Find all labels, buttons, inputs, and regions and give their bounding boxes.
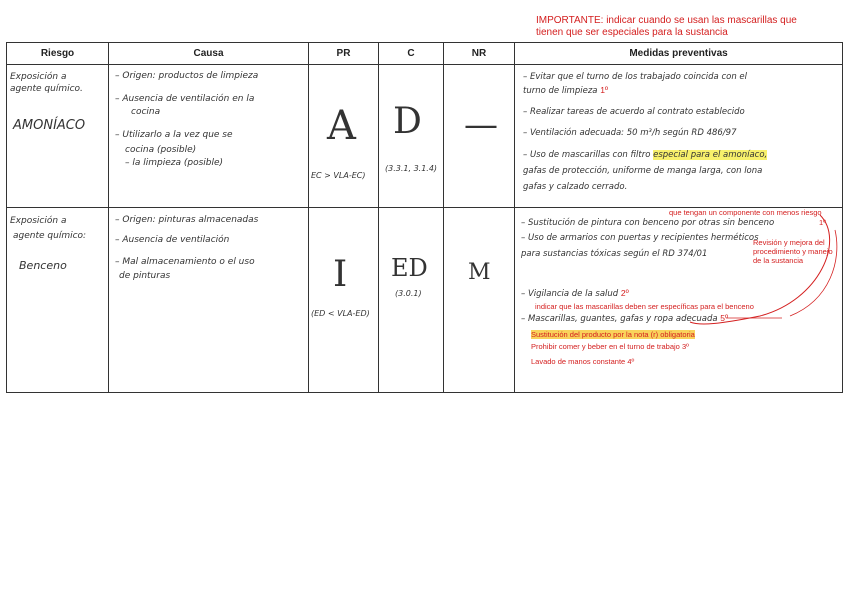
causa-item: cocina (posible) [125,145,197,155]
medidas-cell [515,208,842,392]
c-cell [379,65,443,207]
nr-cell [444,208,514,392]
header-medidas: Medidas preventivas [515,43,843,65]
medida-order: 5º [720,313,729,323]
medida-item: – Evitar que el turno de los trabajado coincida con el [523,72,748,82]
red-note-above: que tengan un componente con menos riesgo [669,208,822,217]
header-riesgo: Riesgo [7,43,109,65]
red-note-prohibir-text: Prohibir comer y beber en el turno de trabajo [531,342,680,351]
c-letter: ED [391,254,428,282]
medida-item: para sustancias tóxicas según el RD 374/01 [521,249,708,259]
pr-letter: I [333,254,348,295]
medida-item [523,84,608,97]
important-note [536,15,797,39]
red-order-3: 3º [681,342,689,351]
red-order-4: 4º [627,357,635,366]
important-note-line1: IMPORTANTE: indicar cuando se usan las mascarillas que [536,15,797,26]
nr-cell [444,65,514,207]
nr-letter: — [464,105,498,145]
red-note-revision: Revisión y mejora del procedimiento y manejo de la sustancia [753,238,833,265]
causa-cell [109,208,308,392]
medida-item: – Sustitución de pintura con benceno por otras sin benceno [521,218,775,228]
riesgo-agent: AMONÍACO [13,118,86,133]
medida-item: – Ventilación adecuada: 50 m³/h según RD 486/97 [523,128,737,138]
medida-item [521,287,629,300]
pr-note: (ED < VLA-ED) [311,309,370,318]
medida-item: – Realizar tareas de acuerdo al contrato establecido [523,107,745,117]
causa-item: – Utilizarlo a la vez que se [115,130,233,140]
c-note: (3.3.1, 3.1.4) [385,164,438,173]
important-note-line2: tienen que ser especiales para la sustancia [536,27,728,38]
medida-order: 2º [620,288,629,298]
causa-item: – Origen: productos de limpieza [115,71,259,81]
red-note-lavado-text: Lavado de manos constante [531,357,626,366]
causa-cell [109,65,308,207]
header-pr: PR [309,43,379,65]
table-row [7,208,843,393]
red-note-sustitucion: Sustitución del producto por la nota (r) obligatoria [531,330,695,339]
red-order-1: 1º [819,218,826,227]
medida-text: turno de limpieza [523,86,598,96]
pr-letter: A [327,103,356,149]
riesgo-line1: Exposición a [10,216,67,226]
riesgo-agent: Benceno [19,259,67,272]
medida-text: – Vigilancia de la salud [521,289,619,299]
header-causa: Causa [109,43,309,65]
medida-text: – Uso de mascarillas con filtro [523,150,651,160]
nr-letter: M [468,260,491,285]
riesgo-line1: Exposición a [10,72,67,82]
causa-item: – la limpieza (posible) [125,158,224,168]
red-note-indicar: indicar que las mascarillas deben ser específicas para el benceno [535,302,754,311]
c-cell [379,208,443,392]
red-note-lavado [531,357,634,366]
header-nr: NR [444,43,515,65]
table-row [7,65,843,208]
medida-item [521,312,728,325]
causa-item: cocina [131,107,161,117]
medida-order: 1º [600,85,609,95]
causa-item: – Ausencia de ventilación [115,235,230,245]
medida-item: gafas y calzado cerrado. [523,182,628,192]
causa-item: – Mal almacenamiento o el uso [115,257,255,267]
header-c: C [379,43,444,65]
causa-item: – Ausencia de ventilación en la [115,94,255,104]
medida-item: – Uso de armarios con puertas y recipientes herméticos [521,233,759,243]
highlight: especial para el amoníaco, [653,150,768,160]
medida-item [523,149,767,161]
causa-item: – Origen: pinturas almacenadas [115,215,259,225]
riesgo-cell [7,208,108,392]
medida-item: gafas de protección, uniforme de manga larga, con lona [523,166,763,176]
table-header-row [7,43,843,65]
medida-text: – Mascarillas, guantes, gafas y ropa adecuada [521,314,718,324]
riesgo-line2: agente químico. [10,84,83,94]
riesgo-line2: agente químico: [13,231,87,241]
causa-item: de pinturas [119,271,171,281]
red-note-prohibir [531,342,689,351]
riesgo-cell [7,65,108,207]
risk-table [6,42,843,393]
c-note: (3.0.1) [395,289,422,298]
pr-cell [309,65,378,207]
c-letter: D [393,101,422,142]
pr-cell [309,208,378,392]
medidas-cell [515,65,842,207]
pr-note: EC > VLA-EC) [311,171,366,180]
